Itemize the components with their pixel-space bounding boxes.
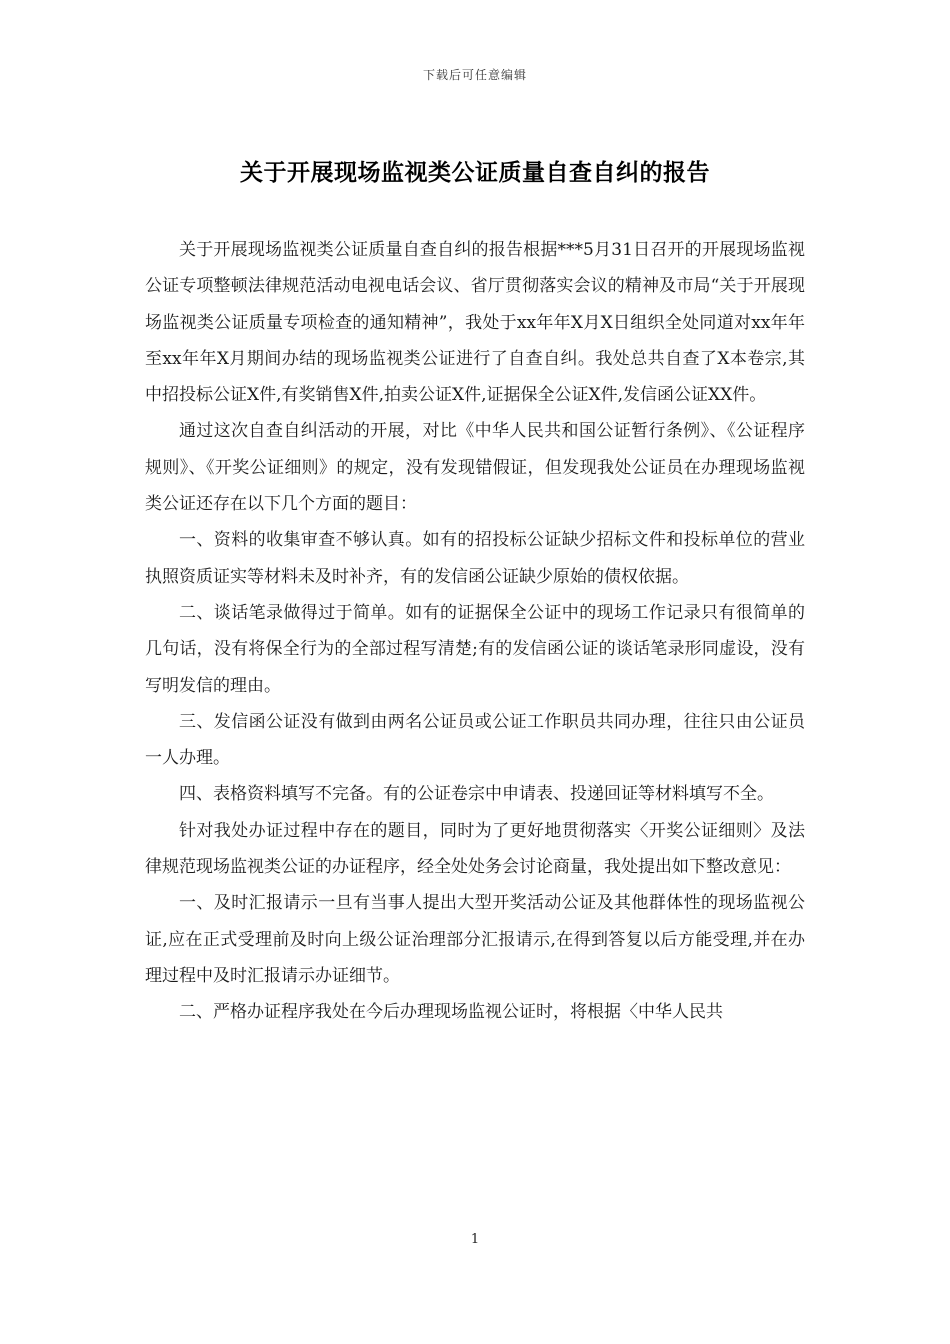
paragraph-measure-2: 二、严格办证程序我处在今后办理现场监视公证时，将根据〈中华人民共 <box>179 1002 723 1023</box>
paragraph-measure-1: 一、及时汇报请示一旦有当事人提出大型开奖活动公证及其他群体性的现场监视公证,应在正式受理前及时向上级公证治理部分汇报请示,在得到答复以后方能受理,并在办理过程中及时汇报请示办证细节。 <box>145 893 805 986</box>
paragraph-issue-1: 一、资料的收集审查不够认真。如有的招投标公证缺少招标文件和投标单位的营业执照资质证实等材料未及时补齐，有的发信函公证缺少原始的债权依据。 <box>145 530 805 587</box>
paragraph-issue-2: 二、谈话笔录做得过于简单。如有的证据保全公证中的现场工作记录只有很简单的几句话，没有将保全行为的全部过程写清楚;有的发信函公证的谈话笔录形同虚设，没有写明发信的理由。 <box>145 602 805 696</box>
paragraph-issue-3: 三、发信函公证没有做到由两名公证员或公证工作职员共同办理，往往只由公证员一人办理。 <box>145 711 805 769</box>
document-body <box>145 232 805 1031</box>
paragraph-findings: 通过这次自查自纠活动的开展，对比《中华人民共和国公证暂行条例》、《公证程序规则》、《开奖公证细则》的规定，没有发现错假证，但发现我处公证员在办理现场监视类公证还存在以下几个方面的题目： <box>145 421 805 515</box>
page-number: 1 <box>470 1232 480 1247</box>
paragraph-issue-4: 四、表格资料填写不完备。有的公证卷宗中申请表、投递回证等材料填写不全。 <box>179 784 774 805</box>
document-title: 关于开展现场监视类公证质量自查自纠的报告 <box>240 159 710 186</box>
paragraph-rectification-intro: 针对我处办证过程中存在的题目，同时为了更好地贯彻落实〈开奖公证细则〉及法律规范现场监视类公证的办证程序，经全处处务会讨论商量，我处提出如下整改意见： <box>145 820 805 878</box>
paragraph-intro: 关于开展现场监视类公证质量自查自纠的报告根据***5月31日召开的开展现场监视公证专项整顿法律规范活动电视电话会议、省厅贯彻落实会议的精神及市局“关于开展现场监视类公证质量专项检查的通知精神”，我处于xx年年X月X日组织全处同道对xx年年至xx年年X月期间办结的现场监视类公证进行了自查自纠。我处总共自查了X本卷宗,其中招投标公证X件,有奖销售X件,拍卖公证X件,证据保全公证X件,发信函公证XX件。 <box>145 240 805 406</box>
header-note: 下载后可任意编辑 <box>422 68 527 82</box>
